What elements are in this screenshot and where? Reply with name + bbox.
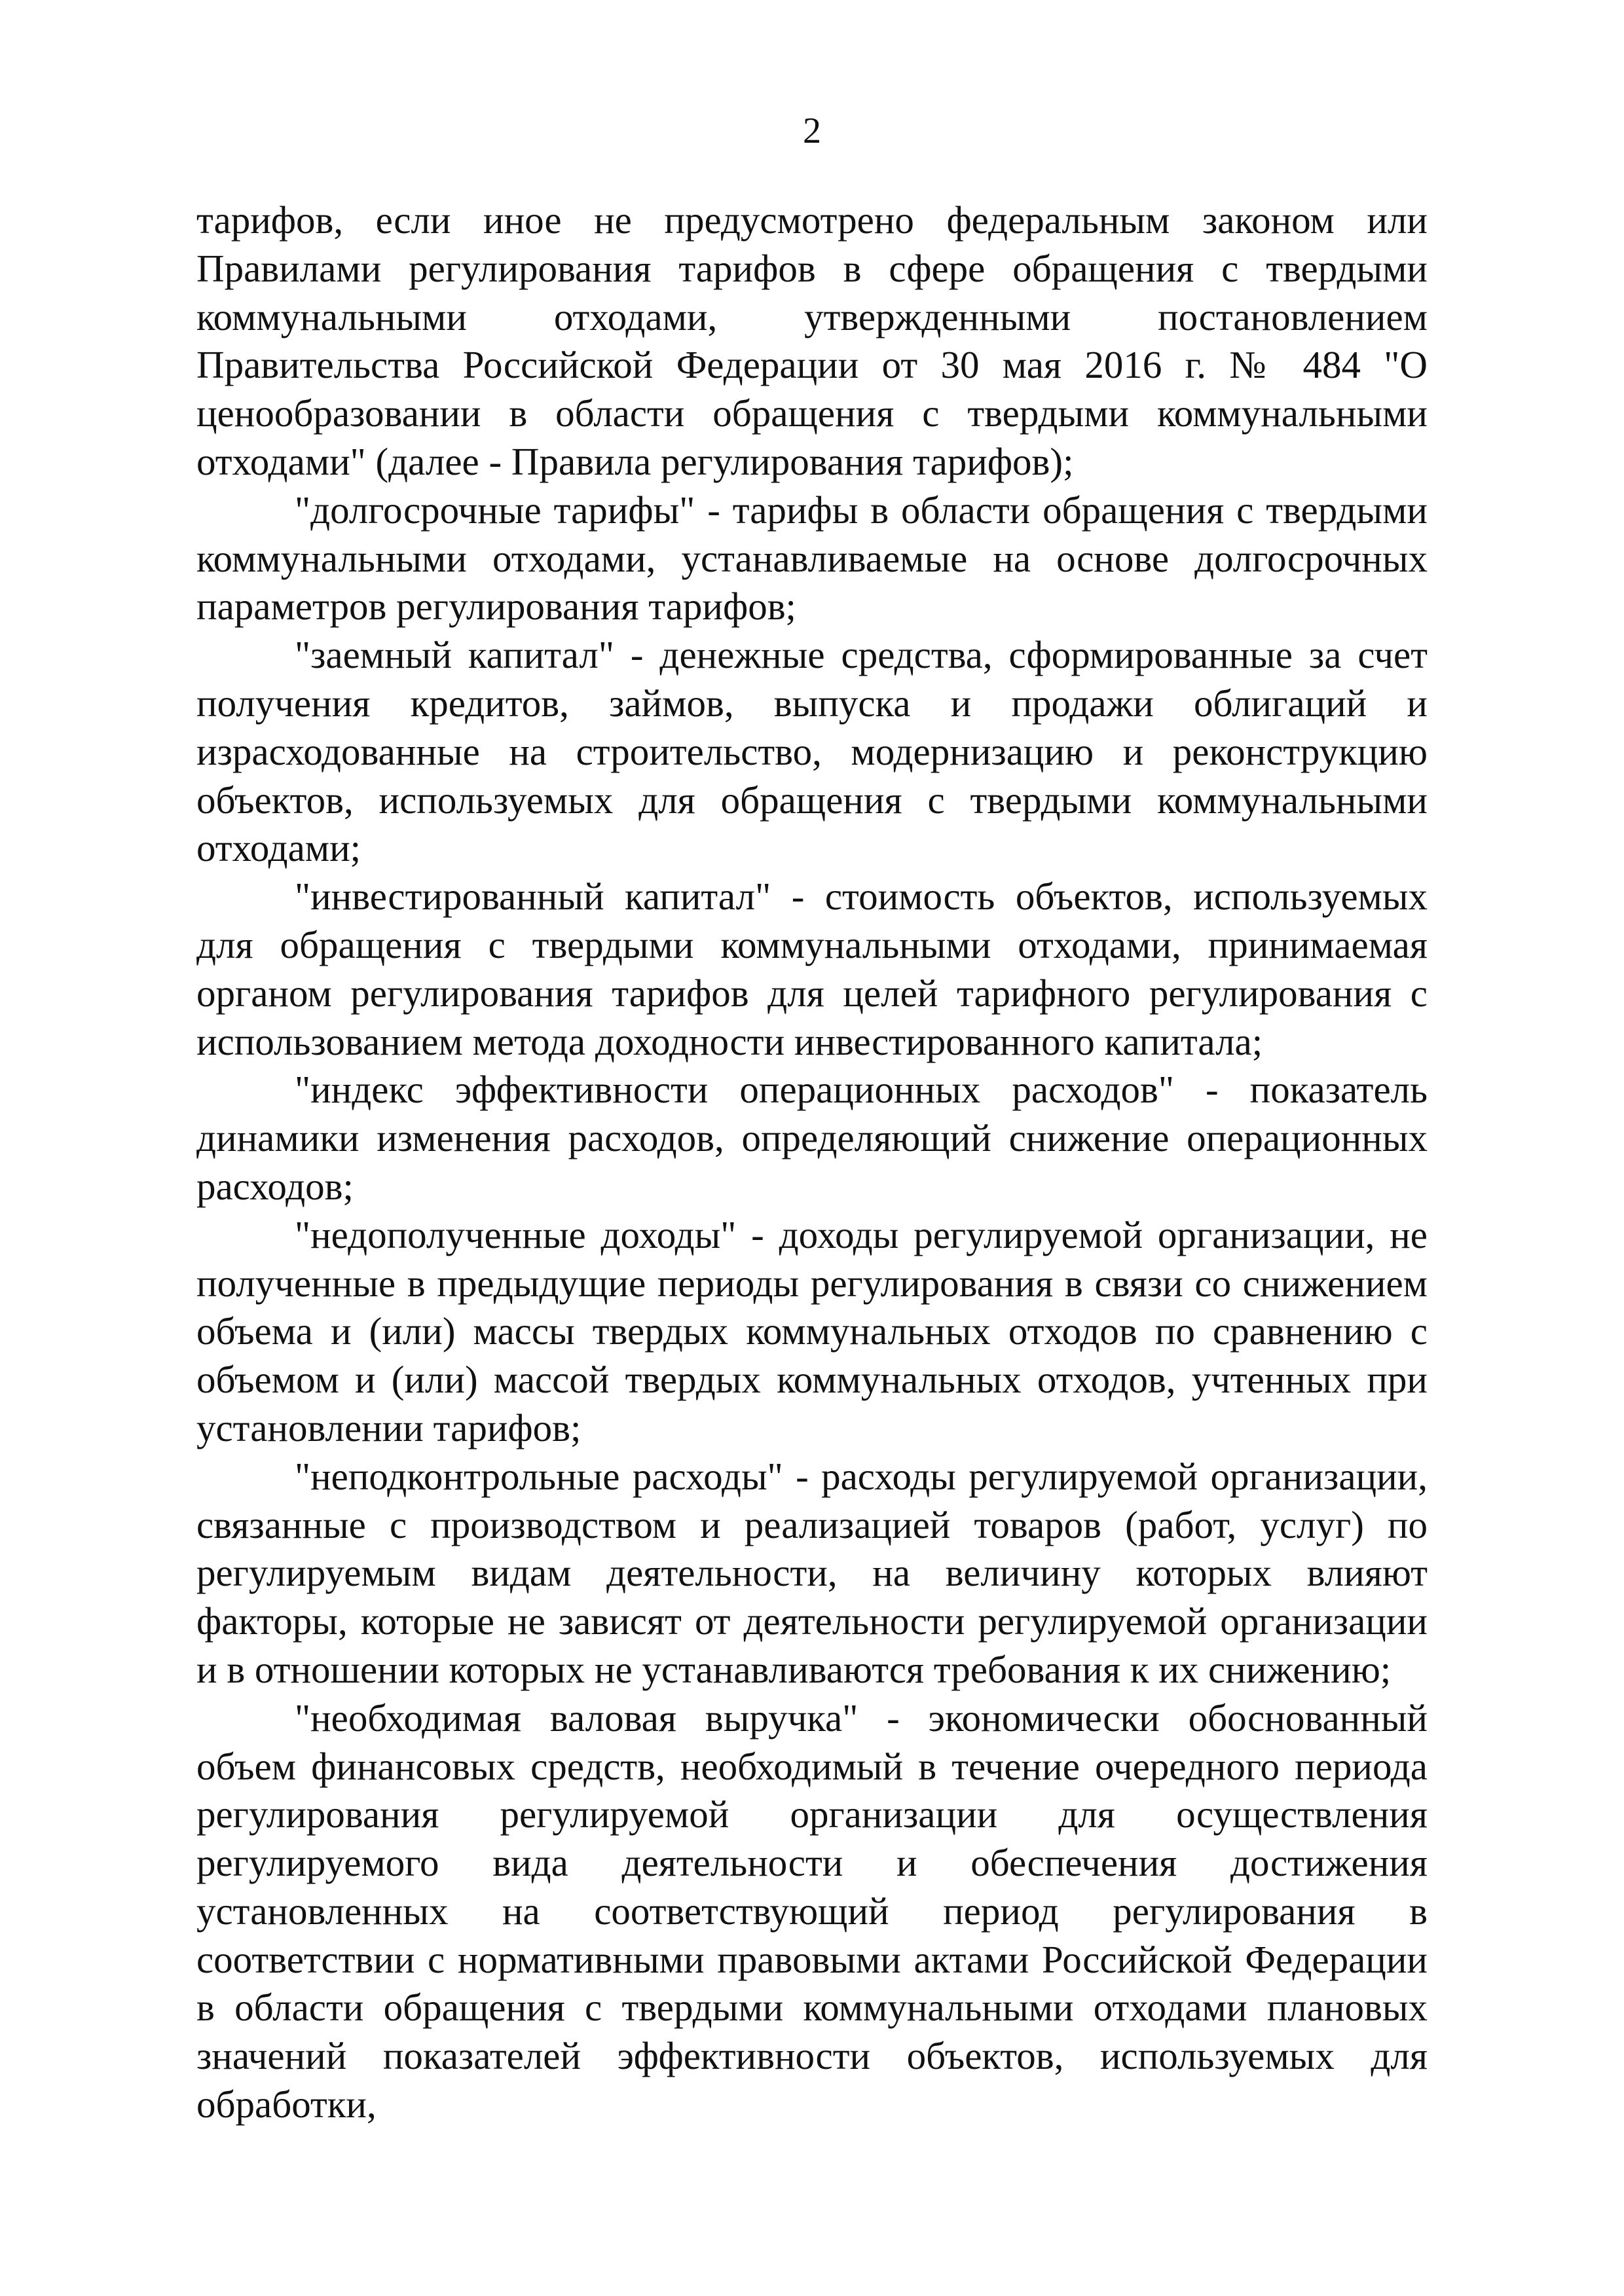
paragraph-borrowed-capital: "заемный капитал" - денежные средства, сформированные за счет получения кредитов, займов, выпуска и продажи облигаций и израсходованные на строительство, модернизацию и реконструкцию объектов, используемых для обращения с твердыми коммунальными отходами; [196, 633, 1428, 870]
paragraph-uncontrolled-expenses: "неподконтрольные расходы" - расходы регулируемой организации, связанные с производством и реализацией товаров (работ, услуг) по регулируемым видам деятельности, на величину которых влияют факторы, которые не зависят от деятельности регулируемой организации и в отношении которых не устанавливаются требования к их снижению; [196, 1454, 1428, 1691]
page-number: 2 [803, 111, 821, 151]
paragraph-gross-revenue: "необходимая валовая выручка" - экономически обоснованный объем финансовых средств, необходимый в течение очередного периода регулирования регулируемой организации для осуществления регулируемого вида деятельности и обеспечения достижения установленных на соответствующий период регулирования в соответствии с нормативными правовыми актами Российской Федерации в области обращения с твердыми коммунальными отходами плановых значений показателей эффективности объектов, используемых для обработки, [196, 1696, 1428, 2126]
document-body [196, 196, 1428, 2129]
paragraph-continuation: тарифов, если иное не предусмотрено федеральным законом или Правилами регулирования тарифов в сфере обращения с твердыми коммунальными отходами, утвержденными постановлением Правительства Российской Федерации от 30 мая 2016 г. № 484 "О ценообразовании в области обращения с твердыми коммунальными отходами" (далее - Правила регулирования тарифов); [196, 198, 1428, 483]
paragraph-invested-capital: "инвестированный капитал" - стоимость объектов, используемых для обращения с твердыми коммунальными отходами, принимаемая органом регулирования тарифов для целей тарифного регулирования с использованием метода доходности инвестированного капитала; [196, 875, 1428, 1063]
paragraph-lost-revenue: "недополученные доходы" - доходы регулируемой организации, не полученные в предыдущие периоды регулирования в связи со снижением объема и (или) массы твердых коммунальных отходов по сравнению с объемом и (или) массой твердых коммунальных отходов, учтенных при установлении тарифов; [196, 1212, 1428, 1449]
paragraph-long-term-tariffs: "долгосрочные тарифы" - тарифы в области обращения с твердыми коммунальными отходами, устанавливаемые на основе долгосрочных параметров регулирования тарифов; [196, 488, 1428, 629]
paragraph-efficiency-index: "индекс эффективности операционных расходов" - показатель динамики изменения расходов, определяющий снижение операционных расходов; [196, 1068, 1428, 1208]
